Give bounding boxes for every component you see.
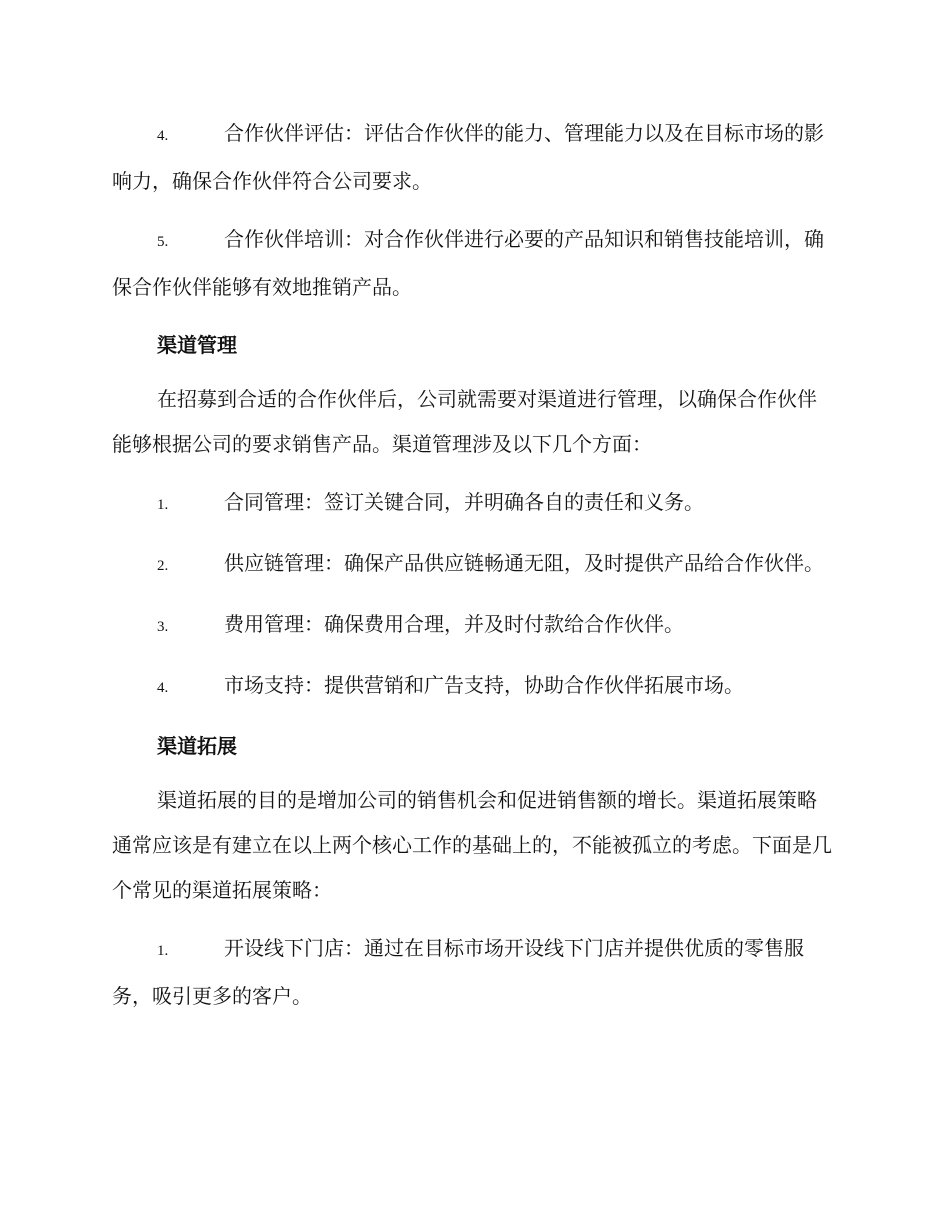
list-number: 1. xyxy=(157,497,169,513)
paragraph: 在招募到合适的合作伙伴后，公司就需要对渠道进行管理，以确保合作伙伴能够根据公司的要求销售产品。渠道管理涉及以下几个方面： xyxy=(112,387,817,456)
list-text: 合作伙伴评估：评估合作伙伴的能力、管理能力以及在目标市场的影响力，确保合作伙伴符合公司要求。 xyxy=(112,121,824,193)
list-item xyxy=(112,602,836,650)
list-number: 2. xyxy=(157,558,169,574)
list-number: 4. xyxy=(157,128,169,144)
list-item xyxy=(112,111,836,204)
list-text: 费用管理：确保费用合理，并及时付款给合作伙伴。 xyxy=(224,612,684,636)
list-item xyxy=(112,541,836,589)
list-item xyxy=(112,663,836,711)
list-number: 1. xyxy=(157,943,169,959)
list-text: 供应链管理：确保产品供应链畅通无阻，及时提供产品给合作伙伴。 xyxy=(224,551,824,575)
list-text: 合同管理：签订关键合同，并明确各自的责任和义务。 xyxy=(224,490,704,514)
paragraph: 渠道拓展的目的是增加公司的销售机会和促进销售额的增长。渠道拓展策略通常应该是有建立在以上两个核心工作的基础上的，不能被孤立的考虑。下面是几个常见的渠道拓展策略： xyxy=(112,788,832,902)
list-text: 开设线下门店：通过在目标市场开设线下门店并提供优质的零售服务，吸引更多的客户。 xyxy=(112,936,804,1008)
list-item xyxy=(112,480,836,528)
list-item xyxy=(112,217,836,310)
list-number: 3. xyxy=(157,619,169,635)
list-text: 市场支持：提供营销和广告支持，协助合作伙伴拓展市场。 xyxy=(224,673,744,697)
section-heading-channel-management: 渠道管理 xyxy=(157,333,237,357)
list-number: 5. xyxy=(157,234,169,250)
section-heading-channel-expansion: 渠道拓展 xyxy=(157,734,237,758)
list-text: 合作伙伴培训：对合作伙伴进行必要的产品知识和销售技能培训，确保合作伙伴能够有效地推销产品。 xyxy=(112,227,824,299)
list-number: 4. xyxy=(157,680,169,696)
list-item xyxy=(112,926,836,1019)
